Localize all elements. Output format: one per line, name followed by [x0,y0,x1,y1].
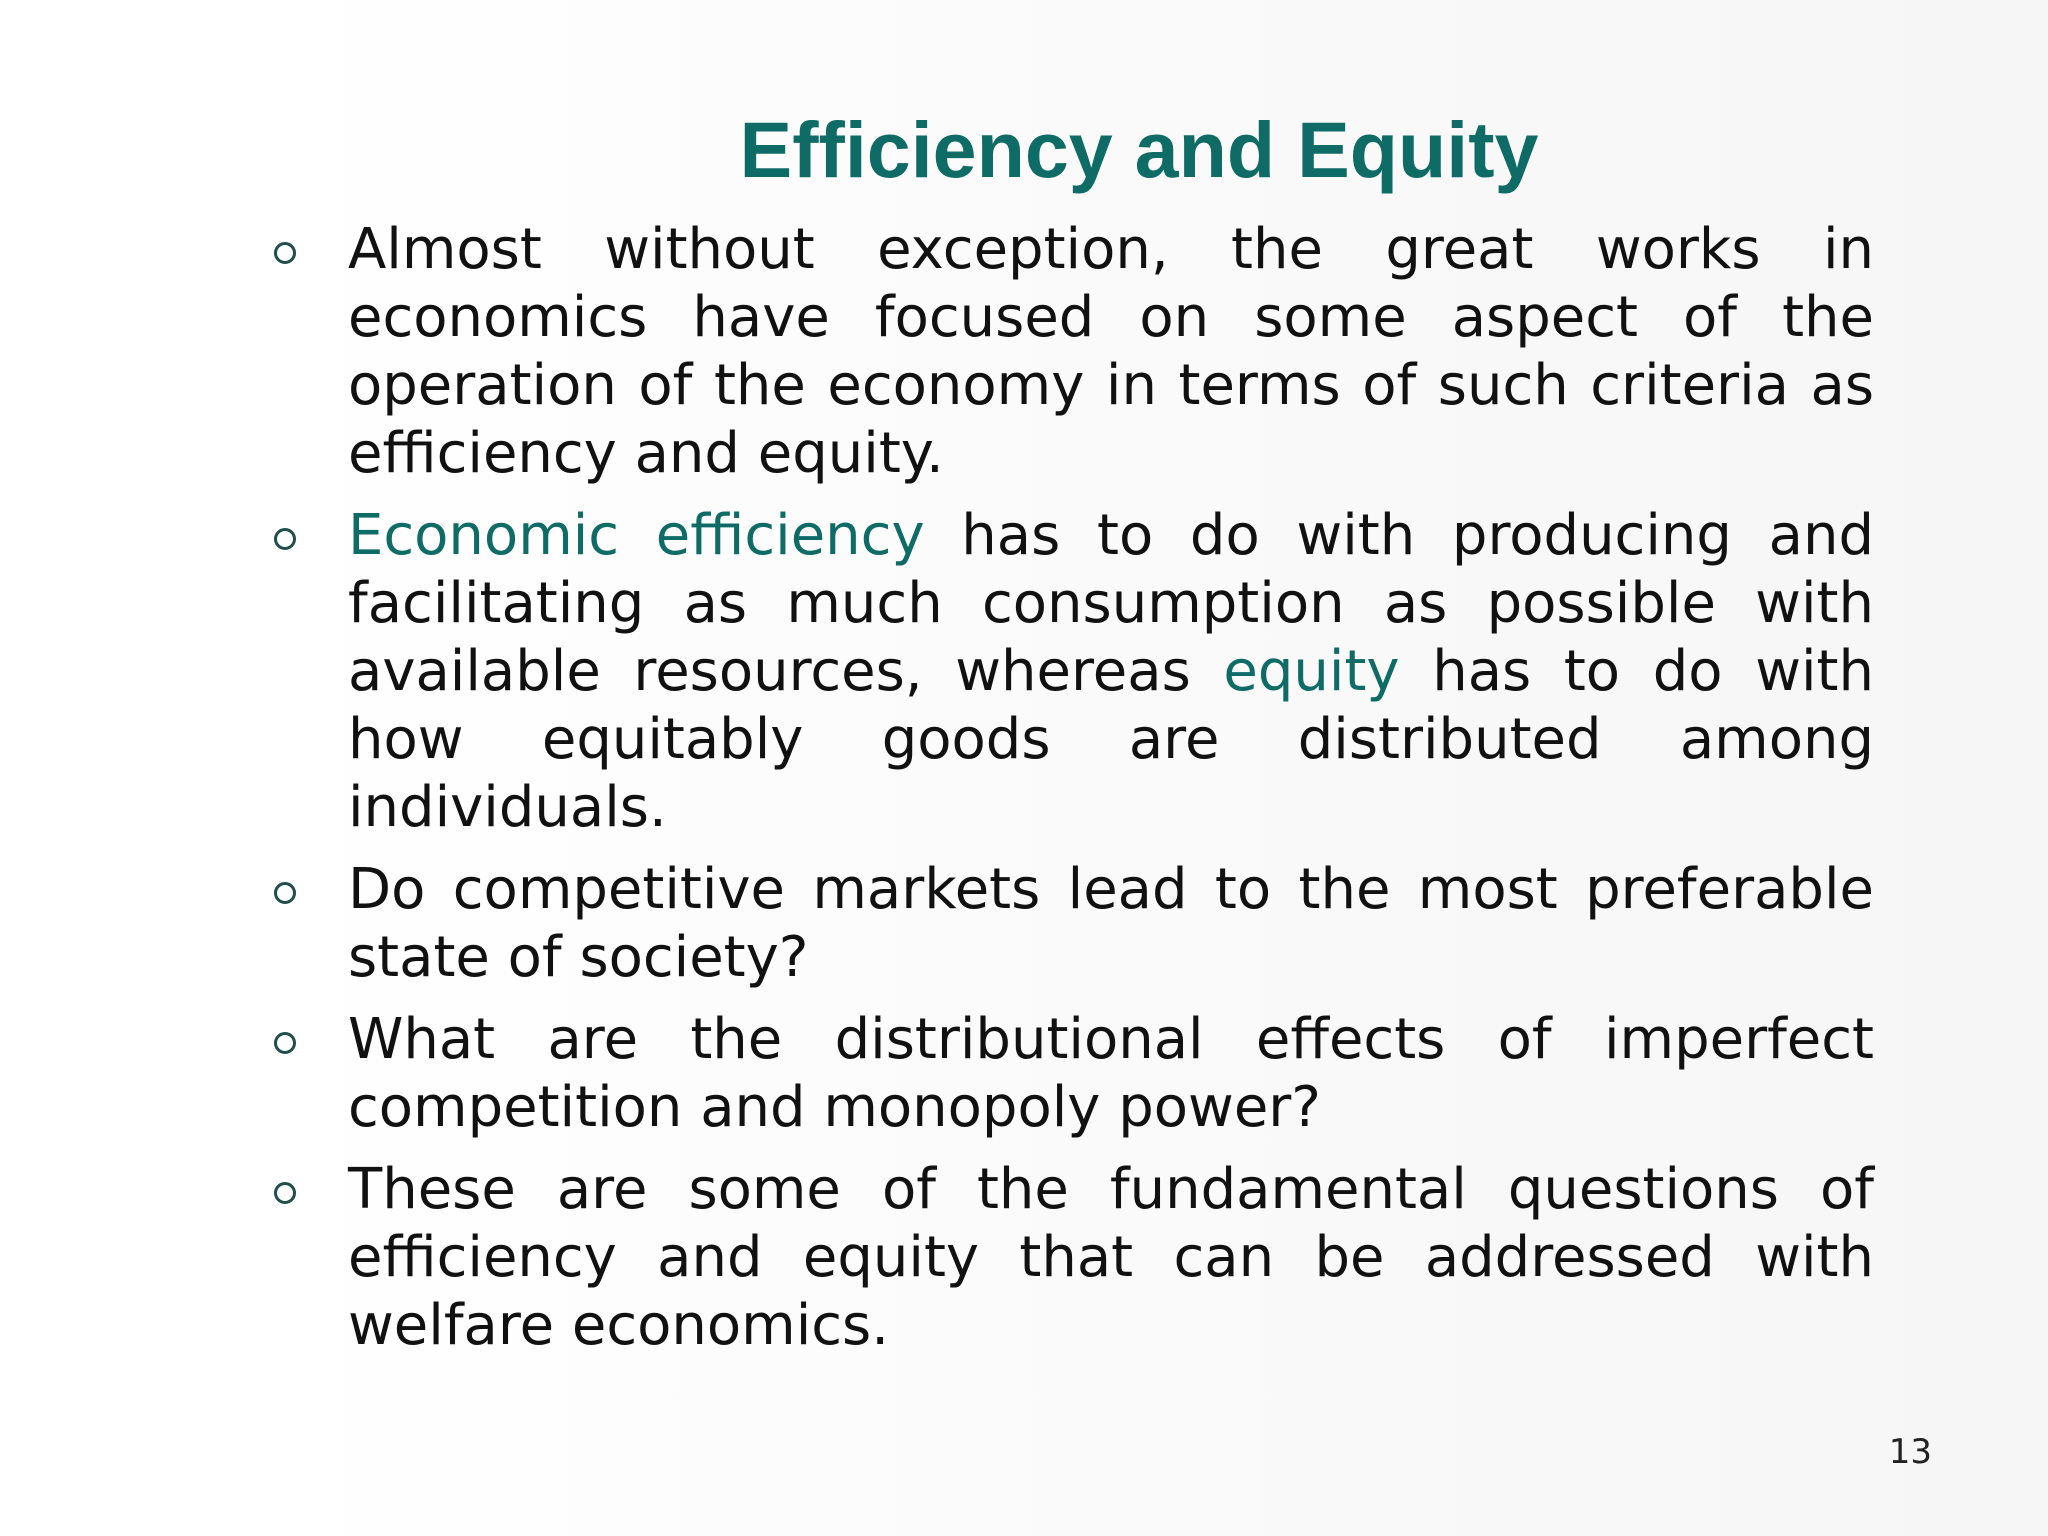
bullet-item-3 [262,856,1874,992]
highlighted-term-equity: equity [1223,639,1400,704]
page-number: 13 [1888,1432,1932,1472]
slide-title: Efficiency and Equity [739,105,1539,194]
hollow-circle-bullet-icon [274,528,296,550]
bullet-item-5 [262,1156,1874,1360]
bullet-text: What are the distributional effects of imperfect competition and monopoly power? [348,1007,1874,1140]
bullet-text-part: has to do with producing and facilitating as much consumption as possible with available resources, whereas [348,503,1875,704]
bullet-text: Almost without exception, the great works in economics have focused on some aspect of the operation of the economy in terms of such criteria as efficiency and equity. [348,217,1874,486]
bullet-list [262,216,1874,1374]
bullet-text-part: has to do with how equitably goods are distributed among individuals. [348,639,1874,840]
hollow-circle-bullet-icon [274,1182,296,1204]
hollow-circle-bullet-icon [274,242,296,264]
bullet-item-2 [262,502,1874,842]
bullet-text [348,502,1874,842]
highlighted-term-economic-efficiency: Economic efficiency [348,503,925,568]
bullet-text: These are some of the fundamental questions of efficiency and equity that can be addressed with welfare economics. [348,1157,1874,1358]
hollow-circle-bullet-icon [274,1032,296,1054]
bullet-item-1 [262,216,1874,488]
bullet-item-4 [262,1006,1874,1142]
hollow-circle-bullet-icon [274,882,296,904]
bullet-text: Do competitive markets lead to the most preferable state of society? [348,857,1874,990]
